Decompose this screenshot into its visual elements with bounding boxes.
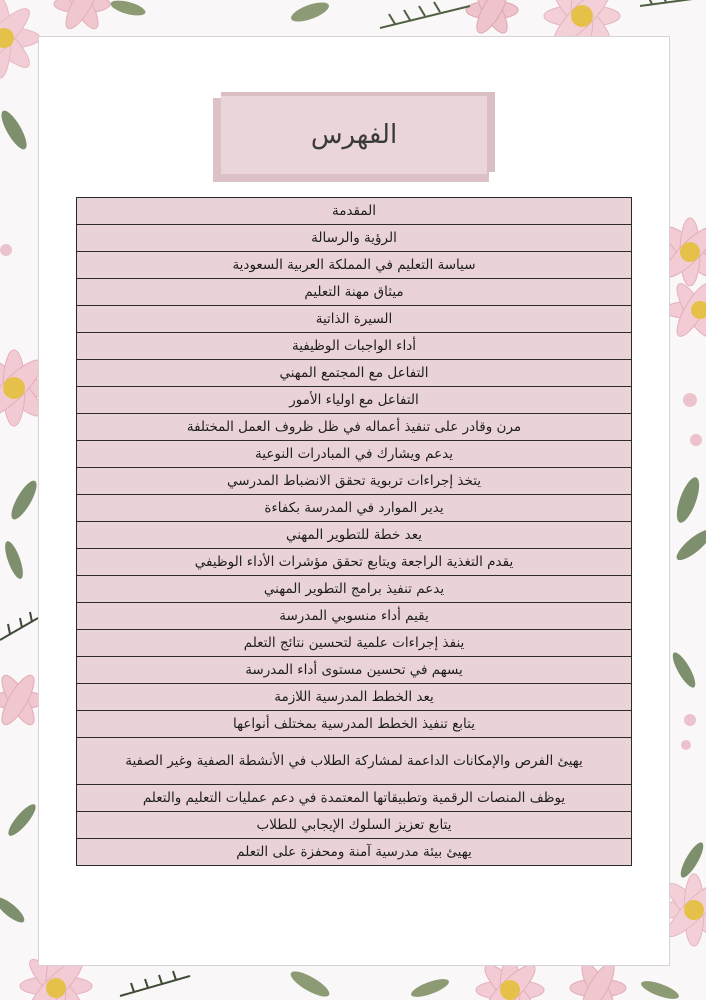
table-row <box>77 441 632 468</box>
toc-item: يقدم التغذية الراجعة ويتابع تحقق مؤشرات الأداء الوظيفي <box>77 549 632 576</box>
table-row <box>77 657 632 684</box>
toc-item: المقدمة <box>77 198 632 225</box>
toc-item: يدير الموارد في المدرسة بكفاءة <box>77 495 632 522</box>
leaf-icon <box>109 0 331 25</box>
toc-item: يسهم في تحسين مستوى أداء المدرسة <box>77 657 632 684</box>
toc-item: أداء الواجبات الوظيفية <box>77 333 632 360</box>
toc-item: يهيئ بيئة مدرسية آمنة ومحفزة على التعلم <box>77 839 632 866</box>
table-row <box>77 549 632 576</box>
table-row <box>77 738 632 785</box>
table-row <box>77 630 632 657</box>
flower-icon <box>664 280 706 341</box>
table-row <box>77 252 632 279</box>
toc-item: التفاعل مع المجتمع المهني <box>77 360 632 387</box>
table-row <box>77 333 632 360</box>
toc-item: يتابع تنفيذ الخطط المدرسية بمختلف أنواعها <box>77 711 632 738</box>
table-row <box>77 839 632 866</box>
leaf-icon <box>0 612 38 640</box>
toc-item: يتابع تعزيز السلوك الإيجابي للطلاب <box>77 812 632 839</box>
table-row <box>77 468 632 495</box>
toc-item: الرؤية والرسالة <box>77 225 632 252</box>
table-row <box>77 387 632 414</box>
table-row <box>77 812 632 839</box>
toc-item: ميثاق مهنة التعليم <box>77 279 632 306</box>
table-row <box>77 603 632 630</box>
flower-icon <box>54 0 110 33</box>
toc-item: يهيئ الفرص والإمكانات الداعمة لمشاركة الطلاب في الأنشطة الصفية وغير الصفية <box>77 738 632 785</box>
toc-item: يدعم تنفيذ برامج التطوير المهني <box>77 576 632 603</box>
table-row <box>77 495 632 522</box>
toc-item: السيرة الذاتية <box>77 306 632 333</box>
table-row <box>77 225 632 252</box>
toc-item: سياسة التعليم في المملكة العربية السعودية <box>77 252 632 279</box>
table-row <box>77 711 632 738</box>
toc-item: يعد خطة للتطوير المهني <box>77 522 632 549</box>
toc-item: ينفذ إجراءات علمية لتحسين نتائج التعلم <box>77 630 632 657</box>
table-row <box>77 785 632 812</box>
toc-item: مرن وقادر على تنفيذ أعماله في ظل ظروف العمل المختلفة <box>77 414 632 441</box>
table-row <box>77 576 632 603</box>
leaf-icon <box>669 475 706 881</box>
leaf-icon <box>0 107 41 926</box>
table-row <box>77 522 632 549</box>
page-title: الفهرس <box>221 96 487 174</box>
table-row <box>77 198 632 225</box>
table-of-contents <box>76 197 632 866</box>
leaf-icon <box>380 0 700 28</box>
table-row <box>77 306 632 333</box>
table-row <box>77 684 632 711</box>
title-banner <box>213 92 495 184</box>
toc-item: التفاعل مع اولياء الأمور <box>77 387 632 414</box>
page-sheet <box>38 36 670 966</box>
toc-item: يدعم ويشارك في المبادرات النوعية <box>77 441 632 468</box>
flower-icon <box>466 0 518 37</box>
table-row <box>77 360 632 387</box>
toc-item: يتخذ إجراءات تربوية تحقق الانضباط المدرسي <box>77 468 632 495</box>
table-row <box>77 279 632 306</box>
toc-item: يقيم أداء منسوبي المدرسة <box>77 603 632 630</box>
leaf-icon <box>120 971 190 996</box>
table-row <box>77 414 632 441</box>
toc-item: يعد الخطط المدرسية اللازمة <box>77 684 632 711</box>
toc-item: يوظف المنصات الرقمية وتطبيقاتها المعتمدة في دعم عمليات التعليم والتعلم <box>77 785 632 812</box>
flower-icon <box>0 0 40 78</box>
